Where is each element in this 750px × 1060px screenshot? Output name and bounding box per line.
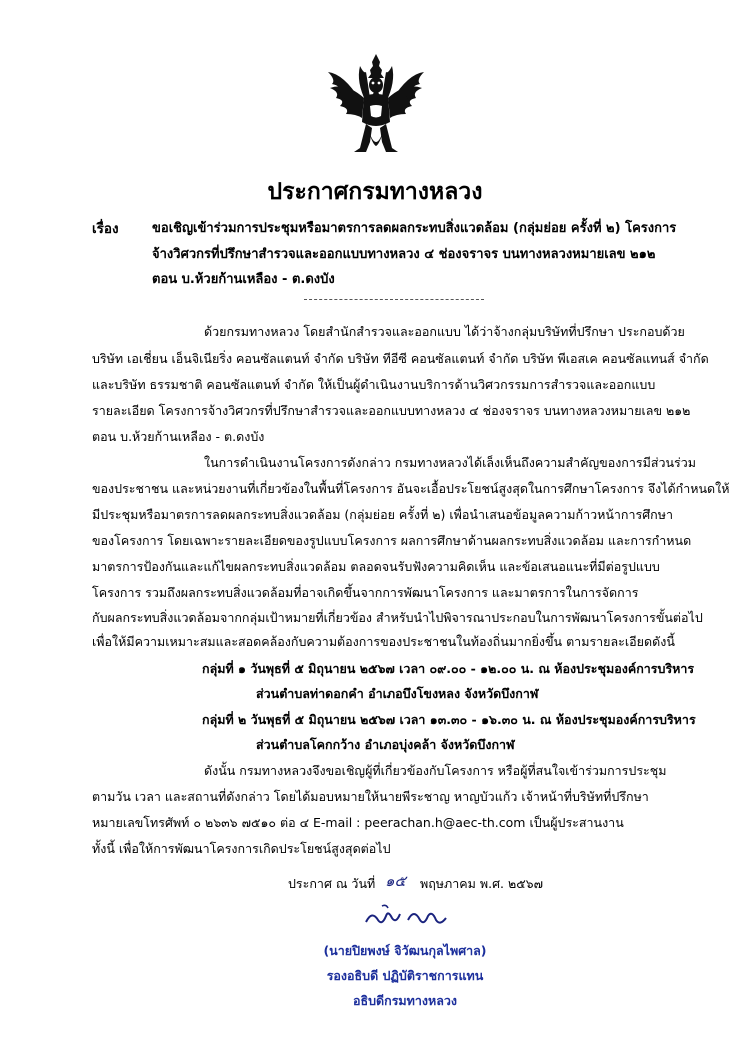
paragraph-line: ทั้งนี้ เพื่อให้การพัฒนาโครงการเกิดประโยชน์สูงสุดต่อไป bbox=[92, 841, 391, 856]
paragraph-line: เพื่อให้มีความเหมาะสมและสอดคล้องกับความต้องการของประชาชนในท้องถิ่นมากยิ่งขึ้น ตามรายละเอียดดังนี้ bbox=[92, 634, 675, 649]
paragraph-line: มาตรการป้องกันและแก้ไขผลกระทบสิ่งแวดล้อม ตลอดจนรับฟังความคิดเห็น และข้อเสนอแนะที่มีต่อรูปแบบ bbox=[92, 559, 660, 574]
paragraph-line: มีประชุมหรือมาตรการลดผลกระทบสิ่งแวดล้อม (กลุ่มย่อย ครั้งที่ ๒) เพื่อนำเสนอข้อมูลความก้าวหน้าการศึกษา bbox=[92, 507, 673, 522]
paragraph-line: ตามวัน เวลา และสถานที่ดังกล่าว โดยได้มอบหมายให้นายพีระชาญ หาญบัวแก้ว เจ้าหน้าที่บริษัทที่ปรึกษา bbox=[92, 789, 649, 804]
paragraph-line: รายละเอียด โครงการจ้างวิศวกรที่ปรึกษาสำรวจและออกแบบทางหลวง ๔ ช่องจราจร บนทางหลวงหมายเลข ๒๑๒ bbox=[92, 403, 691, 418]
meeting-group-1: กลุ่มที่ ๑ วันพุธที่ ๕ มิถุนายน ๒๕๖๗ เวลา ๐๙.๐๐ - ๑๒.๐๐ น. ณ ห้องประชุมองค์การบริหาร bbox=[202, 661, 695, 676]
handwritten-signature-icon bbox=[362, 902, 452, 932]
paragraph-line: โครงการ รวมถึงผลกระทบสิ่งแวดล้อมที่อาจเกิดขึ้นจากการพัฒนาโครงการ และมาตรการในการจัดการ bbox=[92, 585, 639, 600]
divider bbox=[304, 299, 484, 300]
paragraph-line: บริษัท เอเชี่ยน เอ็นจิเนียริ่ง คอนซัลแตนท์ จำกัด บริษัท ทีอีซี คอนซัลแตนท์ จำกัด บริษัท พีเอสเค คอนซัลแทนส์ จำกัด bbox=[92, 351, 709, 366]
document-title: ประกาศกรมทางหลวง bbox=[267, 179, 483, 205]
subject-line: ขอเชิญเข้าร่วมการประชุมหรือมาตรการลดผลกระทบสิ่งแวดล้อม (กลุ่มย่อย ครั้งที่ ๒) โครงการ bbox=[152, 221, 677, 236]
paragraph-line: ดังนั้น กรมทางหลวงจึงขอเชิญผู้ที่เกี่ยวข้องกับโครงการ หรือผู้ที่สนใจเข้าร่วมการประชุม bbox=[204, 763, 667, 778]
signer-name: (นายปิยพงษ์ จิวัฒนกุลไพศาล) bbox=[323, 943, 487, 958]
announce-date-prefix: ประกาศ ณ วันที่ bbox=[288, 876, 376, 891]
subject-line: ตอน บ.ห้วยก้านเหลือง - ต.ดงบัง bbox=[152, 272, 335, 287]
announce-date-month-year: พฤษภาคม พ.ศ. ๒๕๖๗ bbox=[420, 876, 544, 891]
paragraph-line: ของโครงการ โดยเฉพาะรายละเอียดของรูปแบบโครงการ ผลการศึกษาด้านผลกระทบสิ่งแวดล้อม และการกำหนด bbox=[92, 533, 692, 548]
announce-date-day: ๑๕ bbox=[385, 872, 406, 890]
subject-label: เรื่อง bbox=[92, 221, 119, 237]
paragraph-line: และบริษัท ธรรมชาติ คอนซัลแตนท์ จำกัด ให้เป็นผู้ดำเนินงานบริการด้านวิศวกรรมการสำรวจและออกแบบ bbox=[92, 377, 656, 392]
garuda-emblem-icon bbox=[326, 52, 426, 160]
paragraph-line: ด้วยกรมทางหลวง โดยสำนักสำรวจและออกแบบ ได้ว่าจ้างกลุ่มบริษัทที่ปรึกษา ประกอบด้วย bbox=[204, 324, 685, 339]
paragraph-line: ตอน บ.ห้วยก้านเหลือง - ต.ดงบัง bbox=[92, 429, 265, 444]
paragraph-line: หมายเลขโทรศัพท์ ๐ ๒๖๓๖ ๗๕๑๐ ต่อ ๔ E-mail : peerachan.h@aec-th.com เป็นผู้ประสานงาน bbox=[92, 815, 624, 830]
meeting-group-2-location: ส่วนตำบลโคกกว้าง อำเภอบุ่งคล้า จังหวัดบึงกาฬ bbox=[256, 737, 515, 752]
signer-organization: อธิบดีกรมทางหลวง bbox=[352, 993, 458, 1008]
paragraph-line: ของประชาชน และหน่วยงานที่เกี่ยวข้องในพื้นที่โครงการ อันจะเอื้อประโยชน์สูงสุดในการศึกษาโครงการ จึงได้กำหนดให้ bbox=[92, 481, 730, 496]
subject-line: จ้างวิศวกรที่ปรึกษาสำรวจและออกแบบทางหลวง ๔ ช่องจราจร บนทางหลวงหมายเลข ๒๑๒ bbox=[152, 247, 656, 262]
paragraph-line: ในการดำเนินงานโครงการดังกล่าว กรมทางหลวงได้เล็งเห็นถึงความสำคัญของการมีส่วนร่วม bbox=[204, 455, 697, 470]
meeting-group-2: กลุ่มที่ ๒ วันพุธที่ ๕ มิถุนายน ๒๕๖๗ เวลา ๑๓.๓๐ - ๑๖.๓๐ น. ณ ห้องประชุมองค์การบริหาร bbox=[202, 712, 696, 727]
meeting-group-1-location: ส่วนตำบลท่าดอกคำ อำเภอบึงโขงหลง จังหวัดบึงกาฬ bbox=[256, 686, 539, 701]
paragraph-line: กับผลกระทบสิ่งแวดล้อมจากกลุ่มเป้าหมายที่เกี่ยวข้อง สำหรับนำไปพิจารณาประกอบในการพัฒนาโครงการขั้นต่อไป bbox=[92, 610, 703, 625]
signer-position: รองอธิบดี ปฏิบัติราชการแทน bbox=[326, 968, 484, 983]
